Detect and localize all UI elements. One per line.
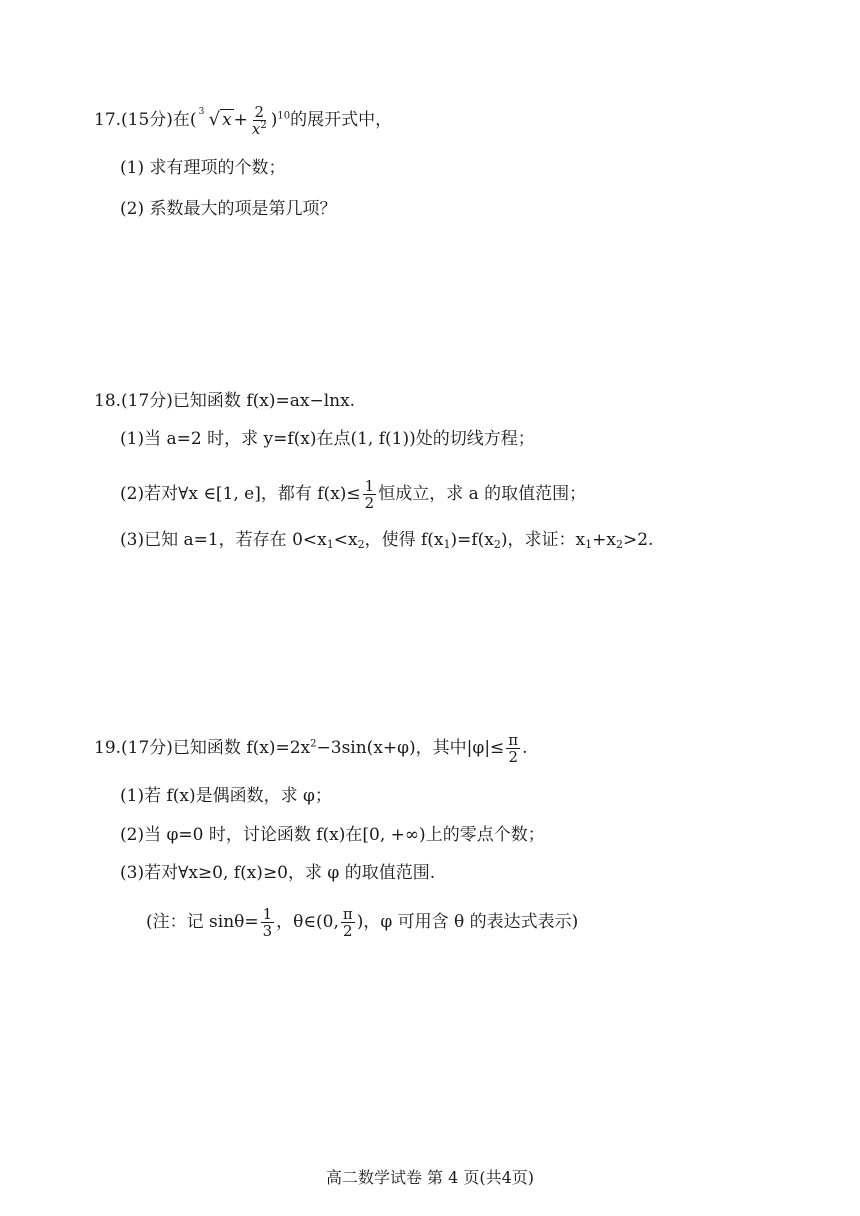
fraction-half <box>363 478 377 511</box>
exponent: 2 <box>310 738 317 750</box>
root-index: 3 <box>198 107 205 117</box>
fraction-one-third <box>261 906 275 939</box>
page-footer: 高二数学试卷 第 4 页(共4页) <box>325 1168 535 1187</box>
subscript: 1 <box>326 538 334 551</box>
q18-p3-d: )=f(x <box>450 530 494 550</box>
q17-part-2: (2) 系数最大的项是第几项？ <box>120 199 337 219</box>
note-c: )，φ 可用含 θ 的表达式表示) <box>356 912 579 932</box>
root-body: x <box>222 110 232 130</box>
q17-tail: 的展开式中， <box>290 110 393 130</box>
q19-title <box>94 732 528 765</box>
q18-p3-g: >2. <box>622 530 654 550</box>
fraction <box>250 104 269 137</box>
den-base: x <box>251 120 261 138</box>
subscript: 2 <box>615 538 623 551</box>
plus-sign: + <box>233 110 248 130</box>
q17-part-1: (1) 求有理项的个数； <box>120 158 286 178</box>
subscript: 1 <box>585 538 593 551</box>
q18-p3-f: +x <box>592 530 616 550</box>
q17-lead: 17.(15分)在( <box>94 110 197 130</box>
fraction-denominator <box>250 121 269 137</box>
q19-note <box>146 906 578 939</box>
fraction-numerator: 2 <box>254 103 265 121</box>
q19-title-a: 19.(17分)已知函数 f(x)=2x <box>94 738 311 758</box>
q18-p3-b: <x <box>333 530 358 550</box>
fraction-pi-half <box>341 906 355 939</box>
q17-title <box>94 104 392 137</box>
q19-part-2: (2)当 φ=0 时，讨论函数 f(x)在[0, +∞)上的零点个数； <box>120 825 545 845</box>
fraction-pi-half <box>506 732 520 765</box>
power: 10 <box>277 110 291 122</box>
fraction-denominator: 2 <box>508 748 518 766</box>
q18-title: 18.(17分)已知函数 f(x)=ax−lnx. <box>94 391 356 411</box>
q19-part-1: (1)若 f(x)是偶函数，求 φ； <box>120 786 332 806</box>
fraction-numerator: 1 <box>262 905 273 923</box>
q18-part-1: (1)当 a=2 时，求 y=f(x)在点(1, f(1))处的切线方程； <box>120 429 535 449</box>
fraction-numerator: 1 <box>364 477 375 495</box>
den-exponent: 2 <box>260 120 267 131</box>
close-paren: ) <box>270 110 278 130</box>
q19-title-b: −3sin(x+φ)，其中|φ|≤ <box>316 738 505 758</box>
note-a: (注：记 sinθ= <box>146 912 259 932</box>
q18-p2-text-a: (2)若对∀x ∈[1, e]，都有 f(x)≤ <box>120 484 361 504</box>
subscript: 1 <box>443 538 451 551</box>
cube-root <box>199 109 234 131</box>
q18-part-3 <box>120 529 653 551</box>
q18-p3-a: (3)已知 a=1，若存在 0<x <box>120 530 327 550</box>
subscript: 2 <box>493 538 501 551</box>
subscript: 2 <box>357 538 365 551</box>
radical-sign: √ <box>208 109 221 130</box>
q18-p3-e: )，求证：x <box>500 530 586 550</box>
fraction-denominator: 2 <box>343 922 353 940</box>
note-b: ，θ∈(0, <box>276 912 339 932</box>
fraction-numerator: π <box>508 731 519 749</box>
fraction-denominator: 2 <box>364 494 375 512</box>
fraction-numerator: π <box>342 905 353 923</box>
q18-p2-text-b: 恒成立，求 a 的取值范围； <box>378 484 587 504</box>
q19-title-c: . <box>522 738 528 758</box>
q19-part-3: (3)若对∀x≥0, f(x)≥0，求 φ 的取值范围. <box>120 863 436 883</box>
q18-part-2 <box>120 478 586 511</box>
fraction-denominator: 3 <box>262 922 273 940</box>
q18-p3-c: ，使得 f(x <box>364 530 444 550</box>
